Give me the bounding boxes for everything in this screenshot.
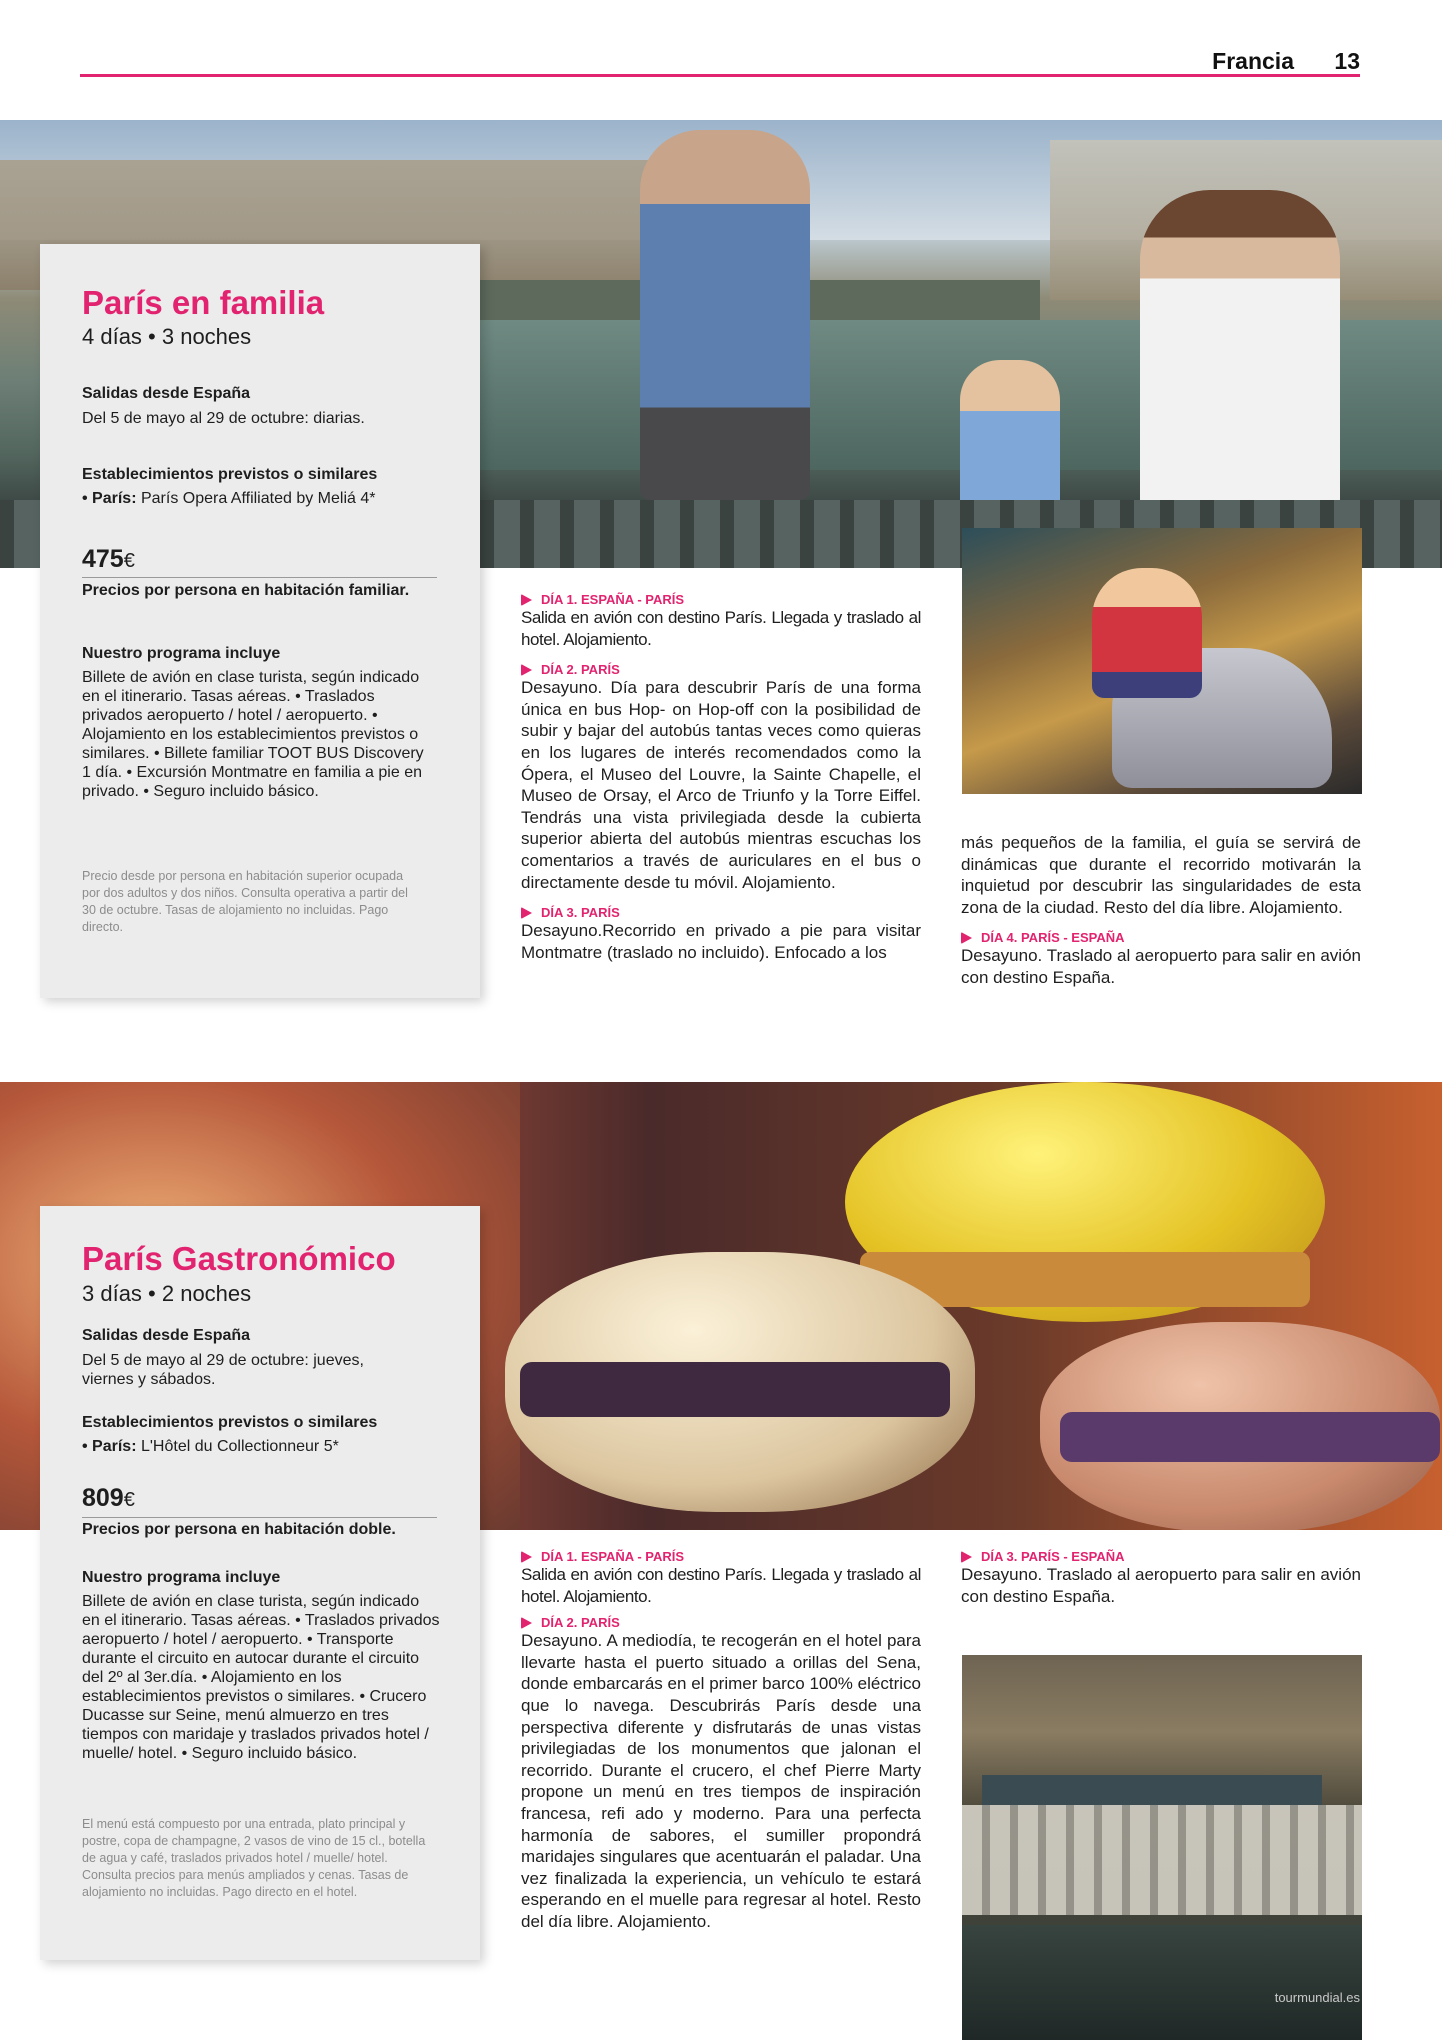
trip1-hotel-line <box>82 489 442 508</box>
header-divider <box>80 74 1360 77</box>
trip1-price-rule <box>82 577 437 578</box>
trip1-itinerary-col1 <box>521 592 921 963</box>
trip1-hotel-city: • París: <box>82 490 137 507</box>
trip2-hotel-city: • París: <box>82 1438 137 1455</box>
play-arrow-icon <box>521 594 532 606</box>
trip1-price-note: Precios por persona en habitación familiar. <box>82 582 410 599</box>
section-country: Francia <box>1212 48 1294 74</box>
trip2-hotel-line <box>82 1437 442 1456</box>
trip2-fine-print: El menú está compuesto por una entrada, plato principal y postre, copa de champagne, 2 vasos de vino de 15 cl., botella de agua y café, traslados privados hotel / muelle/ hotel. Consulta precios para menús ampliados y cenas. Tasas de alojamiento no incluidas. Pago directo en el hotel. <box>82 1817 426 1899</box>
trip2-day2-heading: DÍA 2. PARÍS <box>521 1615 921 1630</box>
trip2-day1-text: Salida en avión con destino París. Llegada y traslado al hotel. Alojamiento. <box>521 1565 921 1606</box>
trip1-day4-heading: DÍA 4. PARÍS - ESPAÑA <box>961 930 1361 945</box>
trip1-hotel-name: París Opera Affiliated by Meliá 4* <box>140 490 376 507</box>
trip1-includes-text: Billete de avión en clase turista, según indicado en el itinerario. Tasas aéreas. • Traslados privados aeropuerto / hotel / aeropuerto. • Alojamiento en los establecimientos previstos o similares. • Billete familiar TOOT BUS Discovery 1 día. • Excursión Montmatre en familia a pie en privado. • Seguro incluido básico. <box>82 669 424 800</box>
trip1-day1-heading: DÍA 1. ESPAÑA - PARÍS <box>521 592 921 607</box>
trip2-duration: 3 días • 2 noches <box>82 1281 252 1306</box>
trip2-hotels-label: Establecimientos previstos o similares <box>82 1414 378 1431</box>
play-arrow-icon <box>961 1551 972 1563</box>
trip1-fine-print: Precio desde por persona en habitación superior ocupada por dos adultos y dos niños. Consulta operativa a partir del 30 de octubre. Tasas de alojamiento no incluidas. Pago directo. <box>82 869 408 934</box>
trip1-day2-text: Desayuno. Día para descubrir París de una forma única en bus Hop- on Hop-off con la posibilidad de subir y bajar del autobús tantas veces como quieras en los lugares de interés recomendados como la Ópera, el Museo del Louvre, la Sainte Chapelle, el Museo de Orsay, el Arco de Triunfo y la Torre Eiffel. Tendrás una vista privilegiada desde la cubierta superior abierta del autobús mientras escuchas los comentarios a través de auriculares en el bus o directamente desde tu móvil. Alojamiento. <box>521 678 921 892</box>
trip1-departures-text: Del 5 de mayo al 29 de octubre: diarias. <box>82 410 365 427</box>
play-arrow-icon <box>521 907 532 919</box>
play-arrow-icon <box>521 664 532 676</box>
trip2-info-box <box>40 1206 480 1960</box>
play-arrow-icon <box>521 1617 532 1629</box>
play-arrow-icon <box>521 1551 532 1563</box>
trip1-hotels-label: Establecimientos previstos o similares <box>82 466 378 483</box>
trip1-day4-text: Desayuno. Traslado al aeropuerto para salir en avión con destino España. <box>961 946 1361 987</box>
carousel-photo <box>962 528 1362 794</box>
trip1-day1-text: Salida en avión con destino París. Llegada y traslado al hotel. Alojamiento. <box>521 608 921 649</box>
trip2-itinerary-col2 <box>961 1549 1361 1607</box>
trip2-day2-text: Desayuno. A mediodía, te recogerán en el hotel para llevarte hasta el puerto situado a orillas del Sena, donde embarcarás en el primer barco 100% eléctrico que lo navega. Descubrirás París desde una perspectiva diferente y disfrutarás de unas vistas privilegiadas de los monumentos que jalonan el recorrido. Durante el crucero, el chef Pierre Marty propone un menú en tres tiempos de inspiración francesa, refi ado y moderno. Para una perfecta harmonía de sabores, el sumiller propondrá maridajes singulares que acentuarán el paladar. Una vez finalizada la experiencia, un vehículo te estará esperando en el muelle para regresar al hotel. Resto del día libre. Alojamiento. <box>521 1631 921 1931</box>
trip2-price-rule <box>82 1517 437 1518</box>
trip2-departures-label: Salidas desde España <box>82 1327 251 1344</box>
trip1-day2-heading: DÍA 2. PARÍS <box>521 662 921 677</box>
trip1-currency: € <box>123 550 135 572</box>
trip2-hotel-name: L'Hôtel du Collectionneur 5* <box>140 1438 339 1455</box>
trip1-day3-heading: DÍA 3. PARÍS <box>521 905 921 920</box>
trip2-day3-text: Desayuno. Traslado al aeropuerto para salir en avión con destino España. <box>961 1565 1361 1606</box>
play-arrow-icon <box>961 932 972 944</box>
trip2-itinerary-col1 <box>521 1549 921 1933</box>
trip2-price-value: 809 <box>82 1484 124 1512</box>
site-credit: tourmundial.es <box>1274 1990 1360 2005</box>
trip2-currency: € <box>123 1489 135 1511</box>
trip1-duration: 4 días • 3 noches <box>82 324 252 349</box>
trip2-title: París Gastronómico <box>82 1240 396 1277</box>
trip2-day3-heading: DÍA 3. PARÍS - ESPAÑA <box>961 1549 1361 1564</box>
trip1-day3-continued: más pequeños de la familia, el guía se servirá de dinámicas que durante el recorrido motivarán la inquietud por descubrir las singularidades de esta zona de la ciudad. Resto del día libre. Alojamiento. <box>961 833 1361 917</box>
trip1-price-value: 475 <box>82 545 124 573</box>
trip2-includes-label: Nuestro programa incluye <box>82 1569 281 1586</box>
trip1-itinerary-col2 <box>961 832 1361 989</box>
trip1-day3-text: Desayuno.Recorrido en privado a pie para visitar Montmatre (traslado no incluido). Enfocado a los <box>521 921 921 962</box>
trip2-price <box>82 1484 135 1513</box>
trip2-departures-text: Del 5 de mayo al 29 de octubre: jueves, viernes y sábados. <box>82 1352 364 1388</box>
page-number: 13 <box>1334 48 1360 74</box>
trip2-includes-text: Billete de avión en clase turista, según indicado en el itinerario. Tasas aéreas. • Traslados privados aeropuerto / hotel / aeropuerto. • Transporte durante el circuito en autocar durante el circuito del 2º al 3er.día. • Alojamiento en los establecimientos previstos o similares. • Crucero Ducasse sur Seine, menú almuerzo en tres tiempos con maridaje y traslados privados hotel / muelle/ hotel. • Seguro incluido básico. <box>82 1593 440 1762</box>
trip1-departures-label: Salidas desde España <box>82 385 251 402</box>
trip1-title: París en familia <box>82 284 325 321</box>
trip1-info-box <box>40 244 480 998</box>
trip2-price-note: Precios por persona en habitación doble. <box>82 1521 396 1538</box>
trip1-price <box>82 545 135 574</box>
trip2-day1-heading: DÍA 1. ESPAÑA - PARÍS <box>521 1549 921 1564</box>
trip1-includes-label: Nuestro programa incluye <box>82 645 281 662</box>
seine-boat-photo <box>962 1655 1362 2040</box>
